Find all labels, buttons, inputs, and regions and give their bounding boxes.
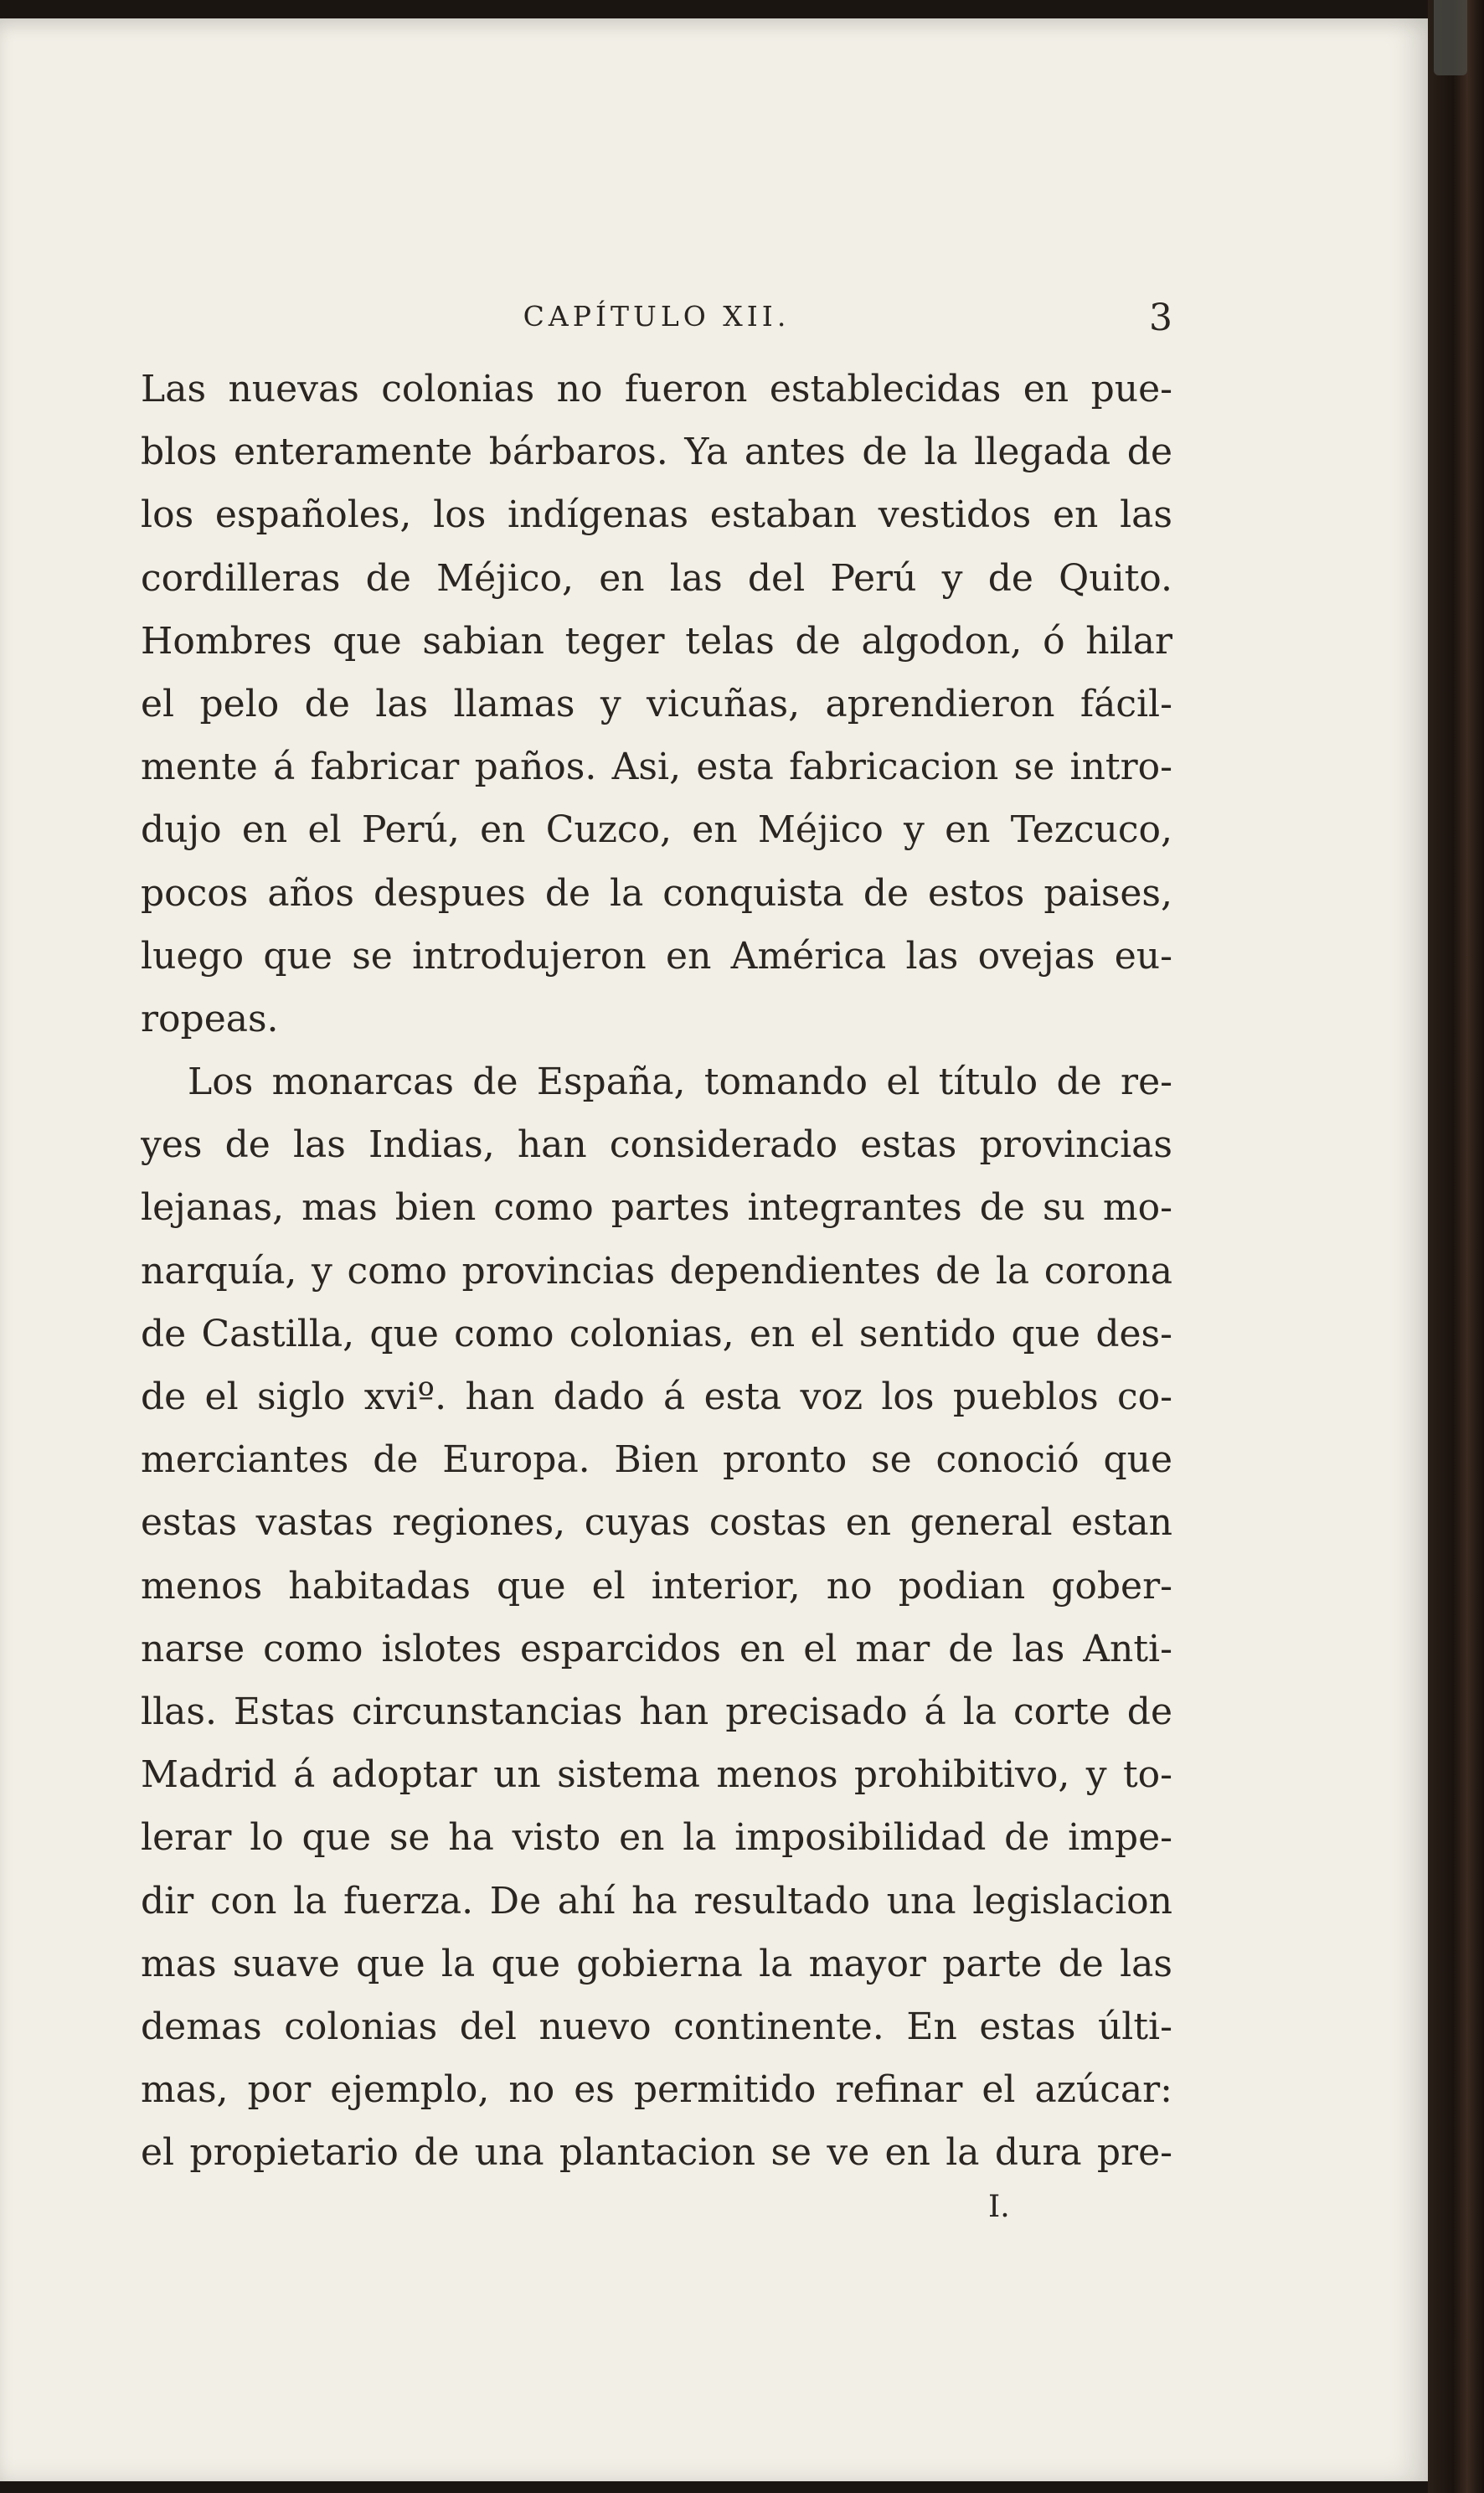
book-spine-top <box>1434 0 1467 75</box>
text-line: mente á fabricar paños. Asi, esta fabricacion se intro- <box>141 746 1172 789</box>
running-head: CAPÍTULO XII. <box>523 300 791 333</box>
text-line: Las nuevas colonias no fueron establecidas en pue- <box>141 368 1172 410</box>
text-line: llas. Estas circunstancias han precisado á la corte de <box>141 1690 1172 1733</box>
text-line: blos enteramente bárbaros. Ya antes de la llegada de <box>141 431 1172 474</box>
text-line: narquía, y como provincias dependientes de la corona <box>141 1249 1172 1293</box>
signature-mark: I. <box>988 2190 1010 2224</box>
text-line: Los monarcas de España, tomando el título de re- <box>188 1061 1172 1104</box>
text-line: dir con la fuerza. De ahí ha resultado una legislacion <box>141 1879 1172 1923</box>
text-line: el pelo de las llamas y vicuñas, aprendieron fácil- <box>141 682 1172 725</box>
text-line: Hombres que sabian teger telas de algodon, ó hilar <box>141 619 1172 663</box>
text-line: demas colonias del nuevo continente. En estas últi- <box>141 2005 1172 2048</box>
text-line: mas suave que la que gobierna la mayor parte de las <box>141 1942 1172 1985</box>
text-line: mas, por ejemplo, no es permitido refinar el azúcar: <box>141 2068 1172 2112</box>
text-line: el propietario de una plantacion se ve en la dura pre- <box>141 2131 1172 2175</box>
text-line: luego que se introdujeron en América las ovejas eu- <box>141 934 1172 978</box>
text-line: yes de las Indias, han considerado estas provincias <box>141 1123 1172 1167</box>
text-line: pocos años despues de la conquista de estos paises, <box>141 871 1172 915</box>
text-line: merciantes de Europa. Bien pronto se conoció que <box>141 1438 1172 1482</box>
text-line: lejanas, mas bien como partes integrantes de su mo- <box>141 1186 1172 1230</box>
text-line: los españoles, los indígenas estaban vestidos en las <box>141 493 1172 537</box>
paragraph-1 <box>141 358 1172 1050</box>
body-text <box>141 358 1172 2184</box>
text-line: lerar lo que se ha visto en la imposibilidad de impe- <box>141 1816 1172 1860</box>
text-line: de el siglo xviº. han dado á esta voz los pueblos co- <box>141 1376 1172 1418</box>
text-line: ropeas. <box>141 997 279 1040</box>
page-header <box>141 297 1172 338</box>
text-line: estas vastas regiones, cuyas costas en general estan <box>141 1501 1172 1545</box>
paragraph-2 <box>141 1050 1172 2184</box>
book-page <box>0 18 1428 2481</box>
page-number: 3 <box>1149 297 1172 339</box>
text-line: Madrid á adoptar un sistema menos prohibitivo, y to- <box>141 1753 1172 1797</box>
text-line: menos habitadas que el interior, no podian gober- <box>141 1564 1172 1608</box>
text-line: cordilleras de Méjico, en las del Perú y de Quito. <box>141 556 1172 600</box>
text-line: dujo en el Perú, en Cuzco, en Méjico y en Tezcuco, <box>141 808 1172 852</box>
book-spine <box>1428 0 1484 2493</box>
text-line: de Castilla, que como colonias, en el sentido que des- <box>141 1312 1172 1355</box>
text-line: narse como islotes esparcidos en el mar de las Anti- <box>141 1627 1172 1670</box>
